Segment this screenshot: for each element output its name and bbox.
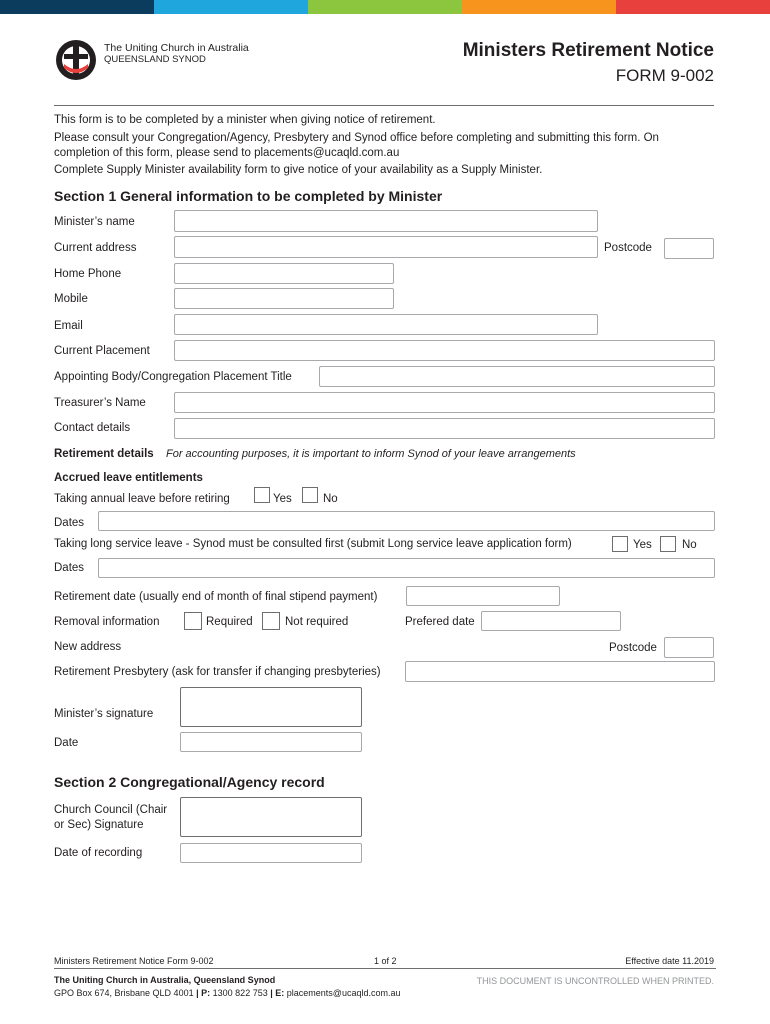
home-phone-label: Home Phone — [54, 268, 122, 280]
intro-p2a: Please consult your Congregation/Agency, Presbytery and Synod office before completing and submitting this form. On — [54, 132, 659, 144]
color-bar-3 — [308, 0, 462, 14]
postcode-label: Postcode — [604, 242, 652, 254]
footer-contact-line: GPO Box 674, Brisbane QLD 4001 | P: 1300 822 753 | E: placements@ucaqld.com.au — [54, 988, 401, 998]
appointing-body-field[interactable] — [319, 366, 715, 387]
footer-uncontrolled: THIS DOCUMENT IS UNCONTROLLED WHEN PRINTED. — [476, 976, 714, 986]
logo-line-2: QUEENSLAND SYNOD — [104, 54, 206, 65]
email-label: Email — [54, 320, 83, 332]
section-1-heading: Section 1 General information to be completed by Minister — [54, 188, 443, 204]
footer-phone-label: P: — [201, 988, 211, 998]
removal-required-label: Required — [206, 616, 253, 628]
section-2-heading: Section 2 Congregational/Agency record — [54, 774, 325, 790]
current-address-label: Current address — [54, 242, 137, 254]
annual-dates-field[interactable] — [98, 511, 715, 531]
annual-leave-label: Taking annual leave before retiring — [54, 493, 230, 505]
ministers-name-field[interactable] — [174, 210, 598, 232]
ministers-signature-label: Minister’s signature — [54, 708, 154, 720]
color-bar-2 — [154, 0, 308, 14]
date-of-recording-field[interactable] — [180, 843, 362, 863]
preferred-date-field[interactable] — [481, 611, 621, 631]
header-divider — [54, 105, 714, 106]
removal-label: Removal information — [54, 616, 160, 628]
annual-leave-no-checkbox[interactable] — [302, 487, 318, 503]
logo-line-1: The Uniting Church in Australia — [104, 42, 249, 54]
annual-leave-yes-label: Yes — [273, 493, 292, 505]
new-address-label: New address — [54, 641, 122, 653]
new-postcode-field[interactable] — [664, 637, 714, 658]
annual-dates-label: Dates — [54, 517, 85, 529]
retirement-details-label: Retirement details — [54, 448, 154, 460]
footer-org: The Uniting Church in Australia, Queensland Synod — [54, 975, 276, 985]
intro-p2b: completion of this form, please send to placements@ucaqld.com.au — [54, 147, 400, 159]
current-placement-field[interactable] — [174, 340, 715, 361]
long-service-label: Taking long service leave - Synod must be consulted first (submit Long service leave application form) — [54, 538, 572, 550]
footer-phone: 1300 822 753 — [212, 988, 268, 998]
retirement-presbytery-label: Retirement Presbytery (ask for transfer if changing presbyteries) — [54, 666, 381, 678]
long-service-yes-checkbox[interactable] — [612, 536, 628, 552]
signature-date-field[interactable] — [180, 732, 362, 752]
email-field[interactable] — [174, 314, 598, 335]
uca-logo-icon — [54, 38, 98, 82]
annual-leave-yes-checkbox[interactable] — [254, 487, 270, 503]
footer-effective-date: Effective date 11.2019 — [625, 956, 714, 966]
long-service-dates-label: Dates — [54, 562, 85, 574]
color-bar-1 — [0, 0, 154, 14]
removal-required-checkbox[interactable] — [184, 612, 202, 630]
contact-field[interactable] — [174, 418, 715, 439]
long-service-dates-field[interactable] — [98, 558, 715, 578]
home-phone-field[interactable] — [174, 263, 394, 284]
annual-leave-no-label: No — [323, 493, 338, 505]
ministers-name-label: Minister’s name — [54, 216, 135, 228]
council-signature-label-1: Church Council (Chair — [54, 804, 168, 816]
mobile-label: Mobile — [54, 293, 88, 305]
current-placement-label: Current Placement — [54, 345, 150, 357]
color-bar-5 — [616, 0, 770, 14]
contact-label: Contact details — [54, 422, 131, 434]
preferred-date-label: Prefered date — [405, 616, 475, 628]
removal-not-required-label: Not required — [285, 616, 349, 628]
retirement-date-field[interactable] — [406, 586, 560, 606]
color-bar-4 — [462, 0, 616, 14]
ministers-signature-field[interactable] — [180, 687, 362, 727]
page-title: Ministers Retirement Notice — [462, 40, 714, 61]
footer-address: GPO Box 674, Brisbane QLD 4001 — [54, 988, 194, 998]
new-postcode-label: Postcode — [609, 642, 657, 654]
signature-date-label: Date — [54, 737, 79, 749]
footer-form-name: Ministers Retirement Notice Form 9-002 — [54, 956, 214, 966]
retirement-details-note: For accounting purposes, it is important to inform Synod of your leave arrangements — [166, 448, 576, 460]
footer-email-label: E: — [275, 988, 285, 998]
council-signature-field[interactable] — [180, 797, 362, 837]
intro-p1: This form is to be completed by a minister when giving notice of retirement. — [54, 114, 436, 126]
long-service-yes-label: Yes — [633, 539, 652, 551]
removal-not-required-checkbox[interactable] — [262, 612, 280, 630]
footer-divider — [54, 968, 716, 969]
council-signature-label-2: or Sec) Signature — [54, 819, 144, 831]
long-service-no-label: No — [682, 539, 697, 551]
retirement-presbytery-field[interactable] — [405, 661, 715, 682]
long-service-no-checkbox[interactable] — [660, 536, 676, 552]
current-address-field[interactable] — [174, 236, 598, 258]
appointing-body-label: Appointing Body/Congregation Placement Title — [54, 371, 292, 383]
mobile-field[interactable] — [174, 288, 394, 309]
logo — [54, 38, 249, 82]
form-number: FORM 9-002 — [615, 66, 714, 85]
treasurer-label: Treasurer’s Name — [54, 397, 146, 409]
postcode-field[interactable] — [664, 238, 714, 259]
treasurer-field[interactable] — [174, 392, 715, 413]
accrued-leave-heading: Accrued leave entitlements — [54, 472, 203, 484]
intro-p3: Complete Supply Minister availability form to give notice of your availability as a Supply Minister. — [54, 164, 543, 176]
date-of-recording-label: Date of recording — [54, 847, 143, 859]
footer-page-number: 1 of 2 — [374, 956, 397, 966]
retirement-date-label: Retirement date (usually end of month of final stipend payment) — [54, 591, 378, 603]
footer-email[interactable]: placements@ucaqld.com.au — [286, 988, 401, 998]
